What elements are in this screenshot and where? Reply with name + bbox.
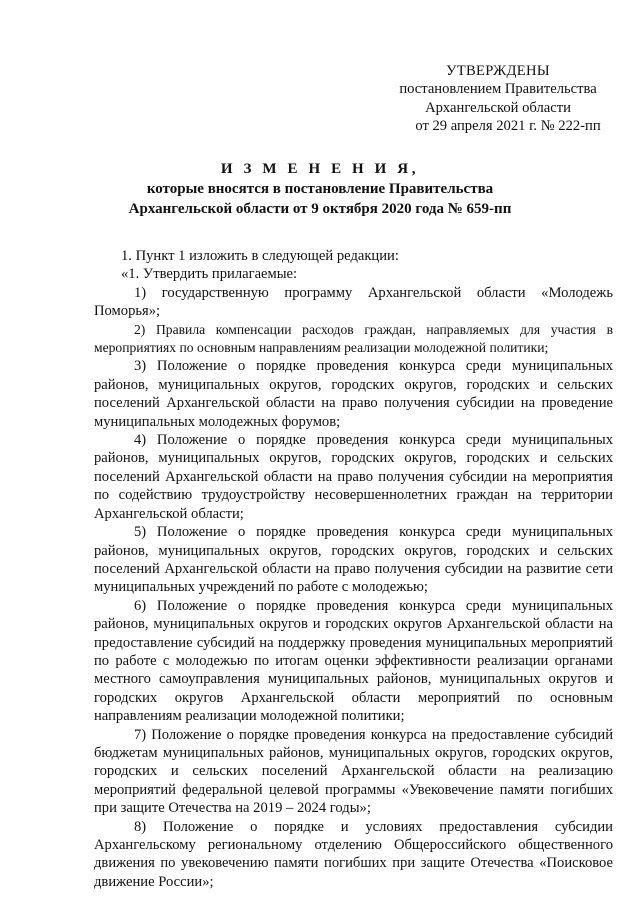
paragraph-memory-program: 7) Положение о порядке проведения конкурса на предоставление субсидий бюджетам муниципальных районов, муниципальных округов, городских округов, городских и сельских поселений Архангельской области на реализацию мероприятий федеральной целевой программы «Увековечение памяти погибших при защите Отечества на 2019 – 2024 годы»; [94,726,613,817]
title-line-3: Архангельской области от 9 октября 2020 года № 659-пп [128,201,512,217]
approval-line-decree: постановлением Правительства [399,81,597,98]
title-heading: И З М Е Н Е Н И Я, [220,161,420,177]
paragraph-efficiency-subsidies: 6) Положение о порядке проведения конкурса среди муниципальных районов, муниципальных округов и городских округов Архангельской области на предоставление субсидий на поддержку проведения муниципальных мероприятий по работе с молодежью по итогам оценки эффективности реализации органами местного самоуправления муниципальных районов, муниципальных округов и городских округов Архангельской области мероприятий по основным направлениям реализации молодежной политики; [94,597,613,725]
approval-line-region: Архангельской области [425,99,571,116]
paragraph-compensation-rules: 2) Правила компенсации расходов граждан, направляемых для участия в мероприятиях по основным направлениям реализации молодежной политики; [94,321,613,356]
paragraph-item-1: 1. Пункт 1 изложить в следующей редакции: [121,248,399,264]
approval-line-date: от 29 апреля 2021 г. № 222-пп [415,118,601,135]
paragraph-youth-institutions: 5) Положение о порядке проведения конкурса среди муниципальных районов, муниципальных округов, городских округов, городских и сельских поселений Архангельской области на право получения субсидии на развитие сети муниципальных учреждений по работе с молодежью; [94,524,613,596]
paragraph-forums: 3) Положение о порядке проведения конкурса среди муниципальных районов, муниципальных округов, городских округов, городских и сельских поселений Архангельской области на право получения субсидии на проведение муниципальных молодежных форумов; [94,358,613,430]
approval-stamp [378,62,618,136]
approval-title: УТВЕРЖДЕНЫ [446,63,550,79]
paragraph-search-movement: 8) Положение о порядке и условиях предоставления субсидии Архангельскому региональному отделению Общероссийского общественного движения по увековечению памяти погибших при защите Отечества «Поисковое движение России»; [94,818,613,890]
paragraph-intro: «1. Утвердить прилагаемые: [121,266,298,283]
document-title [60,159,580,219]
document-body [94,247,613,891]
title-line-2: которые вносятся в постановление Правительства [146,181,494,197]
paragraph-program: 1) государственную программу Архангельской области «Молодежь Поморья»; [94,284,613,320]
paragraph-employment: 4) Положение о порядке проведения конкурса среди муниципальных районов, муниципальных округов, городских округов, городских и сельских поселений Архангельской области на право получения субсидии на мероприятия по содействию трудоустройству несовершеннолетних граждан на территории Архангельской области; [94,432,613,522]
